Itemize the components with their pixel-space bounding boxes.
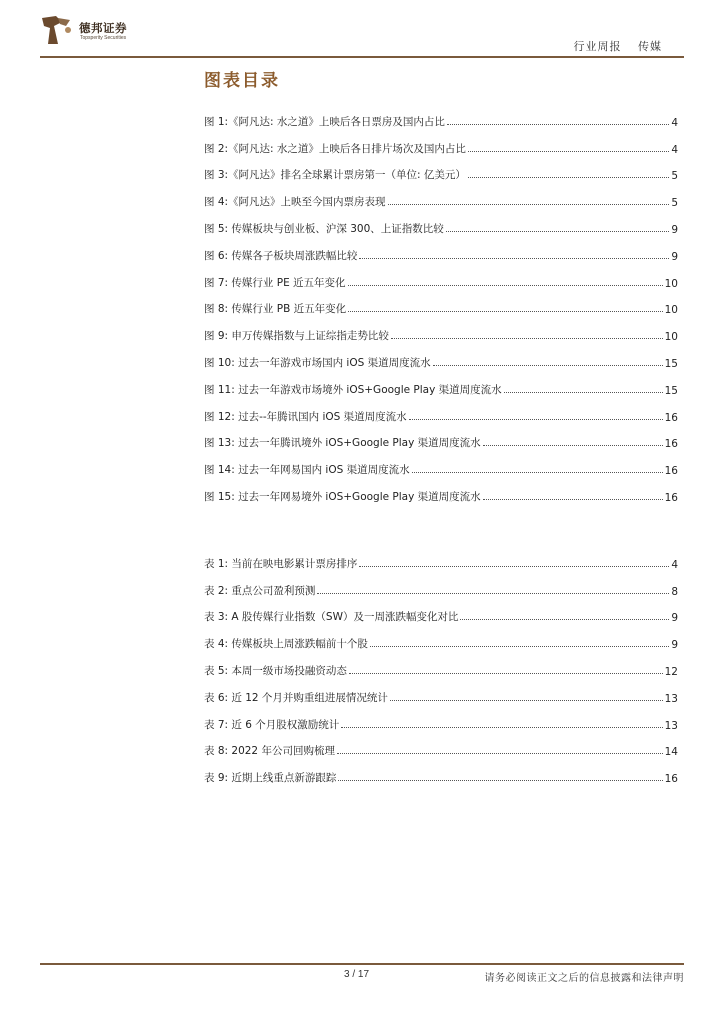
toc-entry-page: 15 <box>664 357 678 370</box>
dot-leader <box>483 498 663 500</box>
dot-leader <box>412 471 663 473</box>
dot-leader <box>370 645 669 647</box>
dot-leader <box>460 618 669 620</box>
toc-entry-label: 图 8: 传媒行业 PB 近五年变化 <box>204 303 347 316</box>
toc-entry-label: 图 3:《阿凡达》排名全球累计票房第一（单位: 亿美元） <box>204 169 466 182</box>
dot-leader <box>349 672 663 674</box>
figure-entry[interactable] <box>204 477 678 504</box>
toc-entry-label: 图 12: 过去--年腾讯国内 iOS 渠道周度流水 <box>204 410 407 423</box>
toc-entry-label: 图 10: 过去一年游戏市场国内 iOS 渠道周度流水 <box>204 356 431 369</box>
toc-entry-page: 4 <box>671 116 678 129</box>
toc-entry-label: 图 7: 传媒行业 PE 近五年变化 <box>204 276 346 289</box>
dot-leader <box>391 337 663 339</box>
company-logo <box>40 14 160 48</box>
table-list <box>204 544 678 785</box>
table-entry[interactable] <box>204 544 678 571</box>
table-entry[interactable] <box>204 624 678 651</box>
toc-entry-page: 8 <box>671 585 678 598</box>
toc-entry-page: 16 <box>664 773 678 786</box>
header-divider <box>40 56 684 58</box>
toc-entry-label: 表 7: 近 6 个月股权激励统计 <box>204 718 340 731</box>
dot-leader <box>446 230 670 232</box>
toc-entry-page: 10 <box>664 304 678 317</box>
toc-entry-label: 表 3: A 股传媒行业指数（SW）及一周涨跌幅变化对比 <box>204 611 459 624</box>
figure-entry[interactable] <box>204 263 678 290</box>
header-category <box>574 38 663 54</box>
dot-leader <box>338 779 662 781</box>
toc-entry-label: 表 2: 重点公司盈利预测 <box>204 584 316 597</box>
toc-entry-page: 12 <box>664 665 678 678</box>
dot-leader <box>504 391 663 393</box>
report-type-label: 行业周报 <box>573 40 622 53</box>
logo-emblem-icon <box>40 14 76 46</box>
dot-leader <box>348 284 663 286</box>
toc-entry-page: 9 <box>671 639 678 652</box>
figure-entry[interactable] <box>204 424 678 451</box>
toc-entry-label: 表 5: 本周一级市场投融资动态 <box>204 664 347 677</box>
toc-entry-label: 图 1:《阿凡达: 水之道》上映后各日票房及国内占比 <box>204 115 445 128</box>
dot-leader <box>337 752 663 754</box>
dot-leader <box>390 699 663 701</box>
toc-entry-label: 图 4:《阿凡达》上映至今国内票房表现 <box>204 196 386 209</box>
figure-entry[interactable] <box>204 370 678 397</box>
toc-entry-page: 10 <box>664 277 678 290</box>
toc-title: 图表目录 <box>204 71 280 91</box>
toc-entry-page: 13 <box>664 719 678 732</box>
dot-leader <box>433 364 663 366</box>
toc-entry-label: 图 6: 传媒各子板块周涨跌幅比较 <box>204 249 358 262</box>
figure-entry[interactable] <box>204 397 678 424</box>
dot-leader <box>447 123 669 125</box>
figure-entry[interactable] <box>204 156 678 183</box>
toc-entry-label: 图 9: 申万传媒指数与上证综指走势比较 <box>204 330 389 343</box>
toc-entry-page: 9 <box>671 612 678 625</box>
logo-text-en: Topsperity Securities <box>80 35 127 41</box>
toc-entry-page: 14 <box>664 746 678 759</box>
toc-entry-label: 表 8: 2022 年公司回购梳理 <box>204 745 335 758</box>
toc-entry-page: 15 <box>664 384 678 397</box>
toc-entry-label: 图 11: 过去一年游戏市场境外 iOS+Google Play 渠道周度流水 <box>204 383 502 396</box>
toc-entry-page: 16 <box>664 491 678 504</box>
logo-text-cn: 德邦证券 <box>79 21 127 35</box>
figure-entry[interactable] <box>204 209 678 236</box>
industry-label: 传媒 <box>638 40 662 53</box>
dot-leader <box>468 150 669 152</box>
toc-entry-label: 图 14: 过去一年网易国内 iOS 渠道周度流水 <box>204 464 410 477</box>
figure-entry[interactable] <box>204 236 678 263</box>
toc-entry-page: 5 <box>671 197 678 210</box>
figure-entry[interactable] <box>204 450 678 477</box>
figure-entry[interactable] <box>204 343 678 370</box>
toc-entry-page: 4 <box>671 143 678 156</box>
figure-entry[interactable] <box>204 290 678 317</box>
dot-leader <box>317 592 669 594</box>
table-entry[interactable] <box>204 705 678 732</box>
dot-leader <box>359 257 669 259</box>
toc-entry-page: 16 <box>664 465 678 478</box>
toc-entry-page: 9 <box>671 250 678 263</box>
toc-entry-label: 表 4: 传媒板块上周涨跌幅前十个股 <box>204 638 368 651</box>
toc-entry-label: 表 9: 近期上线重点新游跟踪 <box>204 772 337 785</box>
figure-entry[interactable] <box>204 182 678 209</box>
table-entry[interactable] <box>204 758 678 785</box>
dot-leader <box>359 565 669 567</box>
table-entry[interactable] <box>204 678 678 705</box>
figure-entry[interactable] <box>204 129 678 156</box>
table-entry[interactable] <box>204 732 678 759</box>
toc-entry-page: 10 <box>664 331 678 344</box>
dot-leader <box>348 310 663 312</box>
dot-leader <box>388 203 670 205</box>
toc-entry-page: 4 <box>671 558 678 571</box>
toc-entry-label: 图 15: 过去一年网易境外 iOS+Google Play 渠道周度流水 <box>204 490 481 503</box>
toc-entry-page: 16 <box>664 438 678 451</box>
toc-entry-page: 5 <box>671 170 678 183</box>
toc-entry-label: 图 5: 传媒板块与创业板、沪深 300、上证指数比较 <box>204 222 444 235</box>
disclaimer-note: 请务必阅读正文之后的信息披露和法律声明 <box>484 973 684 984</box>
toc-entry-label: 图 13: 过去一年腾讯境外 iOS+Google Play 渠道周度流水 <box>204 437 481 450</box>
figure-entry[interactable] <box>204 102 678 129</box>
table-entry[interactable] <box>204 571 678 598</box>
toc-entry-label: 图 2:《阿凡达: 水之道》上映后各日排片场次及国内占比 <box>204 142 466 155</box>
dot-leader <box>409 418 663 420</box>
table-entry[interactable] <box>204 598 678 625</box>
toc-entry-page: 16 <box>664 411 678 424</box>
toc-entry-page: 13 <box>664 692 678 705</box>
footer-divider <box>40 963 684 965</box>
toc-entry-page: 9 <box>671 223 678 236</box>
dot-leader <box>483 444 663 446</box>
figure-entry[interactable] <box>204 316 678 343</box>
dot-leader <box>468 176 669 178</box>
figure-list <box>204 102 678 504</box>
table-entry[interactable] <box>204 651 678 678</box>
dot-leader <box>341 726 662 728</box>
toc-entry-label: 表 1: 当前在映电影累计票房排序 <box>204 557 358 570</box>
page-number: 3 / 17 <box>344 969 370 980</box>
toc-entry-label: 表 6: 近 12 个月并购重组进展情况统计 <box>204 691 388 704</box>
